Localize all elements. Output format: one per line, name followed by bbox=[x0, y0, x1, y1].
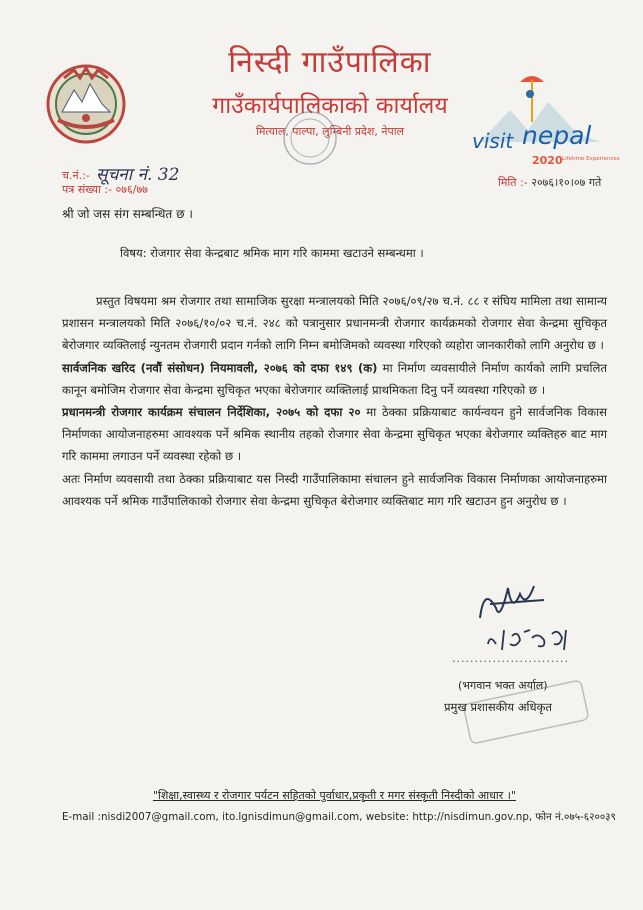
signature-line: .......................... bbox=[452, 652, 569, 665]
signatory-name: (भगवान भक्त अर्याल) bbox=[458, 679, 548, 692]
paragraph-2-bold: सार्वजनिक खरिद (नवौं संसोधन) नियमावली, २०७६ को दफा १४९ (क) bbox=[62, 360, 378, 375]
chalani-label: च.नं.:- bbox=[62, 169, 90, 182]
paragraph-3-bold: प्रधानमन्त्री रोजगार कार्यक्रम संचालन निर्देशिका, २०७५ को दफा २० bbox=[62, 405, 361, 420]
visit-nepal-tagline: Lifetime Experiences bbox=[562, 156, 620, 162]
date-value: २०७६।१०।०७ गते bbox=[531, 176, 602, 189]
visit-nepal-2020-logo-icon bbox=[470, 72, 620, 172]
office-stamp-icon bbox=[258, 108, 378, 178]
letter-body bbox=[62, 290, 607, 512]
visit-nepal-line1: visit bbox=[472, 129, 514, 153]
footer-contact: E-mail :nisdi2007@gmail.com, ito.lgnisdimun@gmail.com, website: http://nisdimun.gov.np, फोन नं.०७५-६२००३९ bbox=[62, 811, 616, 823]
paragraph-3 bbox=[62, 401, 607, 468]
paragraph-2-text: मा निर्माण व्यवसायीले निर्माण कार्यको लागि प्रचलित कानून बमोजिम रोजगार सेवा केन्द्रमा सुचिकृत भएका बेरोजगार व्यक्तिलाई प्राथमिकता दिनु पर्ने व्यवस्था गरिएको छ । bbox=[62, 360, 607, 397]
date-label: मिति :- bbox=[498, 176, 528, 189]
office-address: मित्याल, पाल्पा, लुम्बिनी प्रदेश, नेपाल bbox=[255, 125, 405, 138]
org-name: निस्दी गाउँपालिका bbox=[228, 45, 432, 80]
visit-nepal-year: 2020 bbox=[532, 154, 563, 167]
paragraph-1: प्रस्तुत विषयमा श्रम रोजगार तथा सामाजिक सुरक्षा मन्त्रालयको मिति २०७६/०९/२७ च.नं. ८८ र संघिय मामिला तथा सामान्य प्रशासन मन्त्रालयको मिति २०७६/१०/०२ च.नं. २४८ को पत्रानुसार प्रधानमन्त्री रोजगार कार्यक्रमको रोजगार सेवा केन्द्रमा सुचिकृत बेरोजगार व्यक्तिलाई न्युनतम रोजगारी प्रदान गर्नको लागि निम्न बमोजिमको व्यवस्था गरिएको व्यहोरा जानकारीको लागि अनुरोध छ । bbox=[62, 294, 607, 353]
paragraph-4: अतः निर्माण व्यवसायी तथा ठेक्का प्रक्रियाबाट यस निस्दी गाउँपालिकामा संचालन हुने सार्वजनिक विकास निर्माणका आयोजनाहरुमा आवश्यक पर्ने श्रमिक गाउँपालिकाको रोजगार सेवा केन्द्रमा सुचिकृत बेरोजगार व्यक्तिबाट माग गरि खटाउन हुन अनुरोध छ । bbox=[62, 471, 607, 508]
footer-motto: "शिक्षा,स्वास्थ्य र रोजगार पर्यटन सहितको पुर्वाधार,प्रकृती र मगर संस्कृती निस्दीको आधार ।" bbox=[152, 789, 517, 802]
visit-nepal-line2: nepal bbox=[522, 121, 592, 150]
patra-sankhya: पत्र संख्या :- ०७६/७७ bbox=[62, 183, 148, 196]
salutation: श्री जो जस संग सम्बन्धित छ । bbox=[62, 207, 193, 221]
office-name: गाउँकार्यपालिकाको कार्यालय bbox=[212, 93, 448, 119]
subject-line: विषय: रोजगार सेवा केन्द्रबाट श्रमिक माग गरि काममा खटाउने सम्बन्धमा । bbox=[120, 246, 424, 260]
paragraph-2 bbox=[62, 357, 607, 401]
paragraph-3-text: मा ठेक्का प्रक्रियाबाट कार्यन्वयन हुने सार्वजनिक विकास निर्माणका आयोजनाहरुमा आवश्यक पर्ने श्रमिक स्थानीय तहको रोजगार सेवा केन्द्रमा सुचिकृत भएका बेरोजगार व्यक्तिहरु बाट माग गरि काममा लगाउन पर्ने व्यवस्था रहेको छ । bbox=[62, 405, 607, 464]
signatory-designation: प्रमुख प्रशासकीय अधिकृत bbox=[444, 700, 552, 714]
nepal-government-emblem-icon bbox=[44, 60, 128, 148]
chalani-value: सूचना नं. 32 bbox=[96, 165, 180, 185]
letter-date bbox=[498, 175, 601, 190]
